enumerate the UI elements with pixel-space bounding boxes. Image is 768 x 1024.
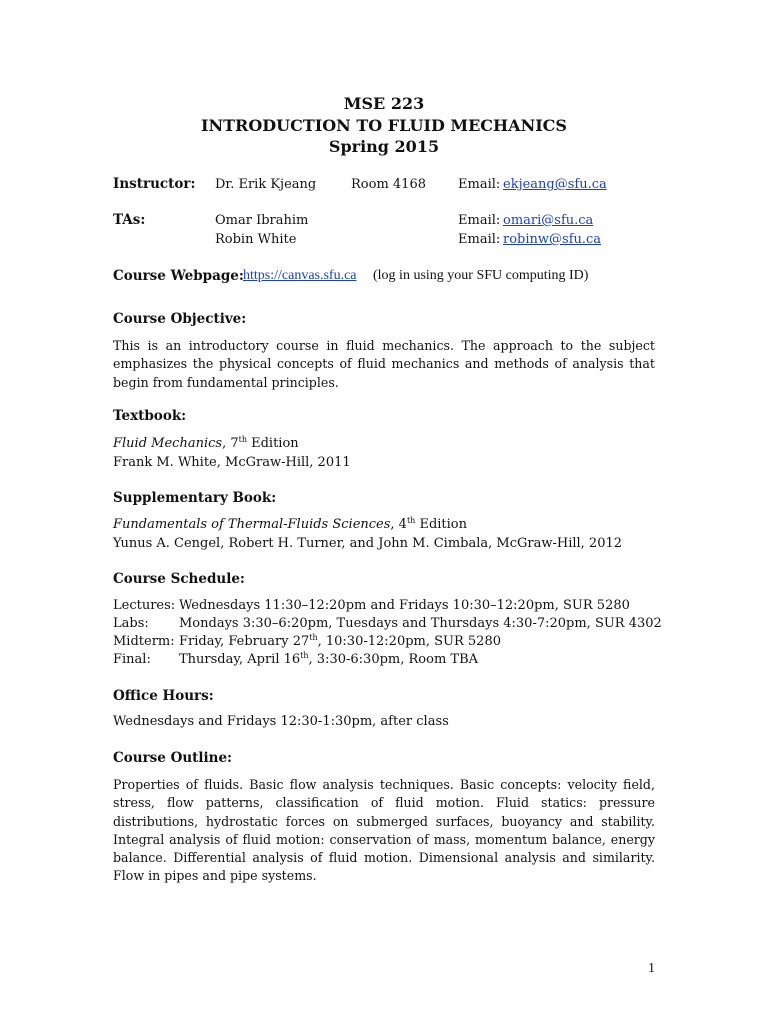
course-title: INTRODUCTION TO FLUID MECHANICS [201, 116, 567, 135]
supplementary-title-line [113, 517, 467, 532]
outline-heading: Course Outline: [113, 750, 233, 766]
ta-email-link-robinw[interactable]: robinw@sfu.ca [503, 232, 602, 247]
outline-paragraph [113, 776, 655, 886]
schedule-final-label: Final: [113, 652, 151, 667]
paragraph-line: distributions, hydrostatic forces on submerged surfaces, buoyancy and stability. [113, 813, 655, 829]
webpage-link[interactable]: https://canvas.sfu.ca [243, 268, 357, 283]
paragraph-line: begin from fundamental principles. [113, 374, 339, 390]
ta-name: Omar Ibrahim [215, 213, 309, 228]
paragraph-line: stress, flow patterns, classification of fluid motion. Fluid statics: pressure [113, 795, 655, 811]
textbook-authors: Frank M. White, McGraw-Hill, 2011 [113, 455, 351, 470]
course-code: MSE 223 [343, 94, 425, 113]
paragraph-line: emphasizes the physical concepts of fluid mechanics and methods of analysis that [113, 356, 655, 372]
paragraph-line: Integral analysis of fluid motion: conservation of mass, momentum balance, energy [113, 831, 655, 847]
webpage-label: Course Webpage: [113, 268, 244, 284]
instructor-email-label: Email: [458, 177, 501, 192]
schedule-labs-label: Labs: [113, 616, 149, 631]
paragraph-line: balance. Differential analysis of fluid motion. Dimensional analysis and similarity. [113, 850, 655, 866]
instructor-label: Instructor: [113, 176, 196, 192]
supplementary-title: Fundamentals of Thermal-Fluids Sciences [113, 517, 391, 532]
schedule-heading: Course Schedule: [113, 571, 245, 587]
objective-paragraph [113, 337, 655, 392]
office-hours-heading: Office Hours: [113, 688, 214, 704]
supplementary-edition-sup: th [406, 516, 416, 525]
textbook-edition-suffix: Edition [246, 436, 299, 451]
supplementary-heading: Supplementary Book: [113, 490, 277, 506]
tas-label: TAs: [113, 212, 146, 228]
textbook-title-line [113, 436, 299, 451]
objective-heading: Course Objective: [113, 311, 247, 327]
textbook-edition-sup: th [238, 435, 247, 444]
paragraph-line: Flow in pipes and pipe systems. [113, 868, 317, 884]
instructor-room: Room 4168 [351, 177, 426, 192]
ta-name: Robin White [215, 232, 297, 247]
schedule-midterm-value: Friday, February 27th, 10:30-12:20pm, SUR 5280 [179, 633, 501, 649]
instructor-name: Dr. Erik Kjeang [215, 177, 317, 192]
textbook-title: Fluid Mechanics [113, 436, 223, 451]
schedule-lectures-label: Lectures: [113, 598, 176, 613]
schedule-final-value: Thursday, April 16th, 3:30-6:30pm, Room TBA [179, 651, 479, 667]
ta-email-label: Email: [458, 232, 501, 247]
supplementary-authors: Yunus A. Cengel, Robert H. Turner, and John M. Cimbala, McGraw-Hill, 2012 [113, 536, 623, 551]
webpage-note: (log in using your SFU computing ID) [373, 268, 589, 283]
page-number: 1 [648, 961, 655, 976]
instructor-email-link[interactable]: ekjeang@sfu.ca [503, 177, 607, 192]
course-term: Spring 2015 [328, 137, 440, 156]
textbook-edition: , 7 [222, 436, 239, 451]
schedule-midterm-label: Midterm: [113, 634, 175, 649]
supplementary-edition: , 4 [390, 517, 407, 532]
paragraph-line: Properties of fluids. Basic flow analysis techniques. Basic concepts: velocity field, [113, 777, 655, 792]
ta-email-link-omari[interactable]: omari@sfu.ca [503, 213, 594, 228]
ta-email-label: Email: [458, 213, 501, 228]
supplementary-edition-suffix: Edition [415, 517, 468, 532]
office-hours-text: Wednesdays and Fridays 12:30-1:30pm, after class [113, 714, 449, 729]
textbook-heading: Textbook: [113, 408, 187, 424]
schedule-lectures-value: Wednesdays 11:30–12:20pm and Fridays 10:30–12:20pm, SUR 5280 [179, 598, 630, 613]
paragraph-line: This is an introductory course in fluid mechanics. The approach to the subject [113, 338, 655, 353]
schedule-labs-value: Mondays 3:30–6:20pm, Tuesdays and Thursdays 4:30-7:20pm, SUR 4302 [179, 616, 662, 631]
